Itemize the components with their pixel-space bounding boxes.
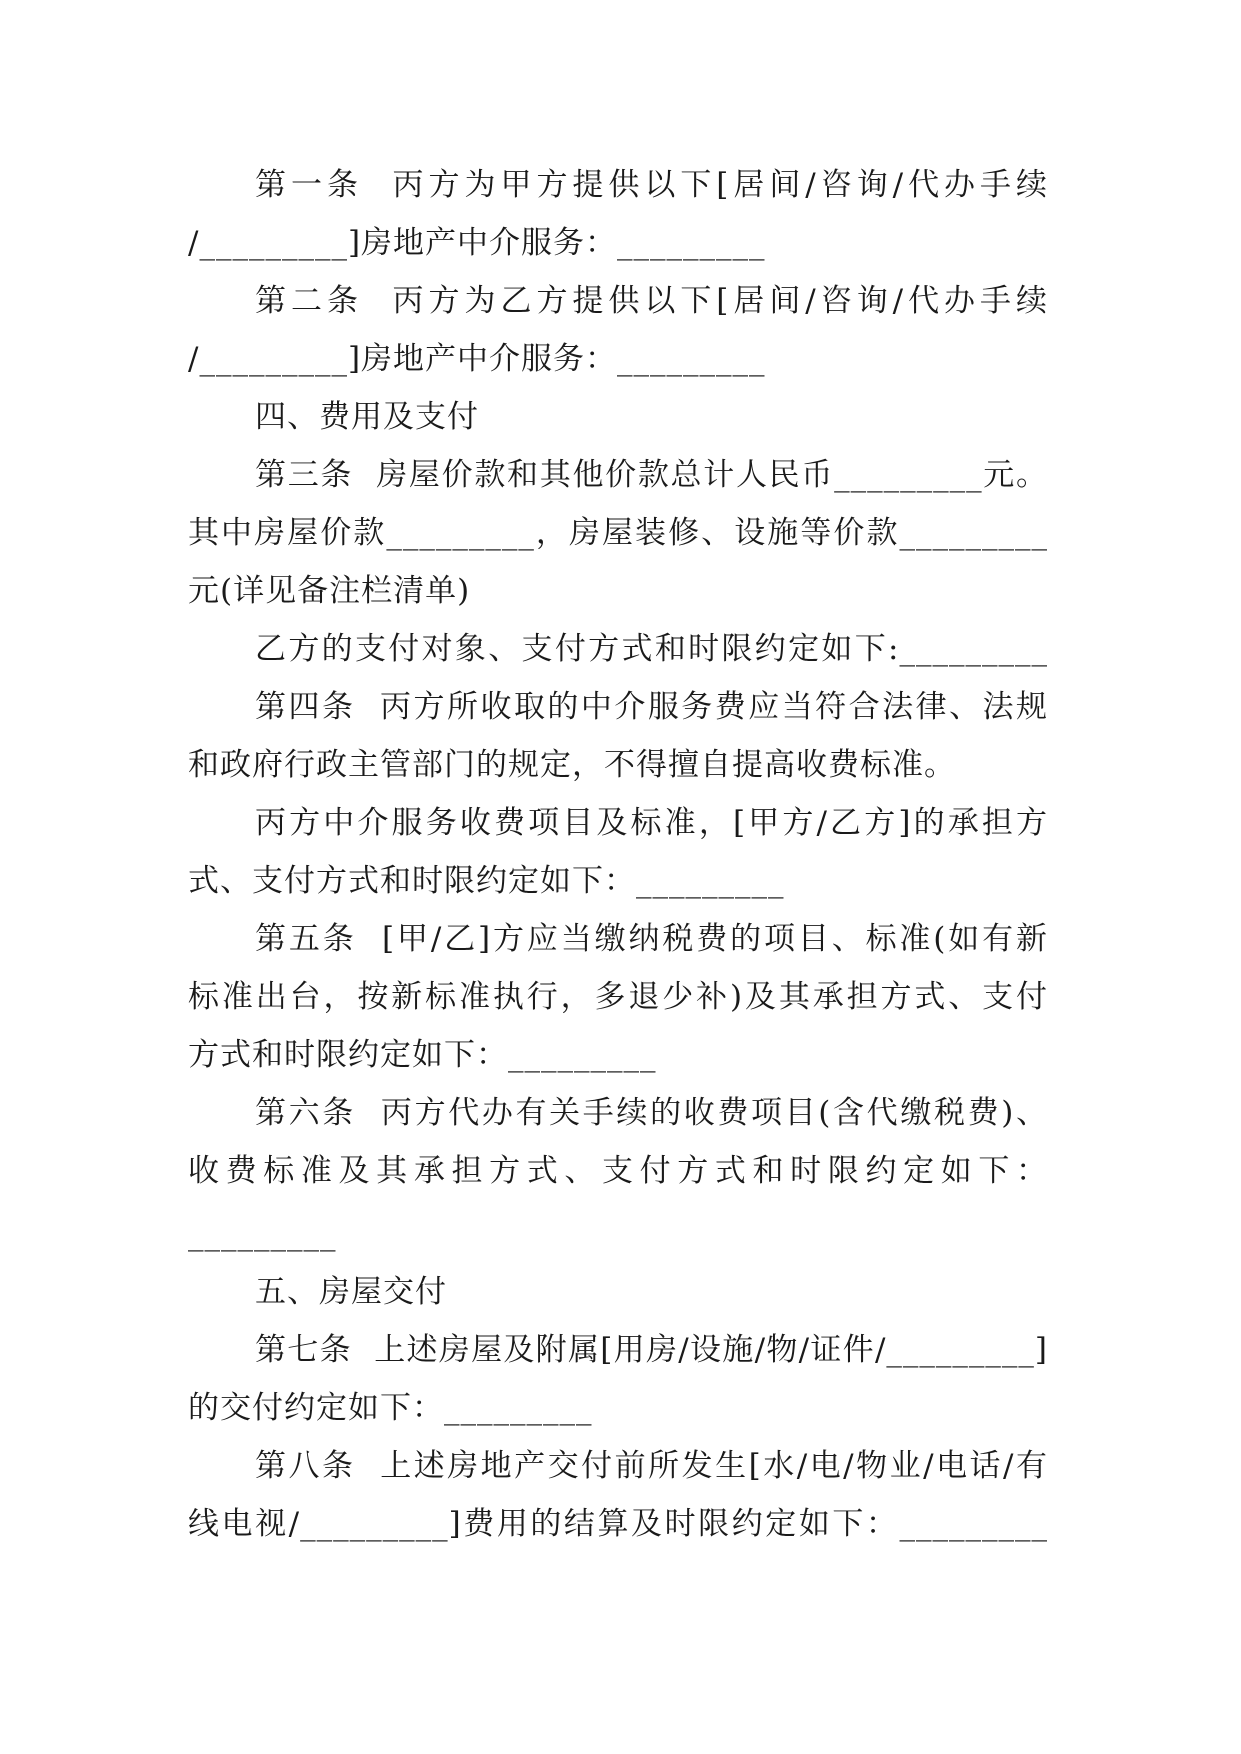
article-3-line-2: 其中房屋价款_________，房屋装修、设施等价款_________ [188, 515, 1048, 551]
article-7-line-1: 第七条 上述房屋及附属[用房/设施/物/证件/_________] [255, 1332, 1048, 1368]
article-1-line-2: /_________]房地产中介服务：_________ [188, 225, 766, 261]
article-2-line-1: 第二条 丙方为乙方提供以下[居间/咨询/代办手续 [255, 283, 1048, 319]
section-heading-5: 五、房屋交付 [255, 1274, 447, 1310]
article-5-line-3: 方式和时限约定如下：_________ [188, 1037, 657, 1073]
section-heading-4: 四、费用及支付 [255, 399, 479, 435]
fee-terms-line-2: 式、支付方式和时限约定如下：_________ [188, 863, 785, 899]
article-6-line-2: 收费标准及其承担方式、支付方式和时限约定如下： [188, 1153, 1048, 1189]
article-6-blank: _________ [188, 1216, 337, 1252]
article-8-line-1: 第八条 上述房地产交付前所发生[水/电/物业/电话/有 [255, 1448, 1048, 1484]
article-6-line-1: 第六条 丙方代办有关手续的收费项目(含代缴税费)、 [255, 1095, 1048, 1131]
article-7-line-2: 的交付约定如下：_________ [188, 1390, 593, 1426]
article-8-line-2: 线电视/_________]费用的结算及时限约定如下：_________ [188, 1506, 1048, 1542]
payment-terms-line: 乙方的支付对象、支付方式和时限约定如下:_________ [255, 631, 1048, 667]
article-3-line-3: 元(详见备注栏清单) [188, 573, 471, 609]
article-2-line-2: /_________]房地产中介服务：_________ [188, 341, 766, 377]
article-1-line-1: 第一条 丙方为甲方提供以下[居间/咨询/代办手续 [255, 167, 1048, 203]
article-4-line-2: 和政府行政主管部门的规定，不得擅自提高收费标准。 [188, 747, 956, 783]
article-5-line-2: 标准出台，按新标准执行，多退少补)及其承担方式、支付 [188, 979, 1048, 1015]
fee-terms-line-1: 丙方中介服务收费项目及标准，[甲方/乙方]的承担方 [255, 805, 1048, 841]
article-4-line-1: 第四条 丙方所收取的中介服务费应当符合法律、法规 [255, 689, 1048, 725]
article-3-line-1: 第三条 房屋价款和其他价款总计人民币_________元。 [255, 457, 1048, 493]
article-5-line-1: 第五条 [甲/乙]方应当缴纳税费的项目、标准(如有新 [255, 921, 1048, 957]
